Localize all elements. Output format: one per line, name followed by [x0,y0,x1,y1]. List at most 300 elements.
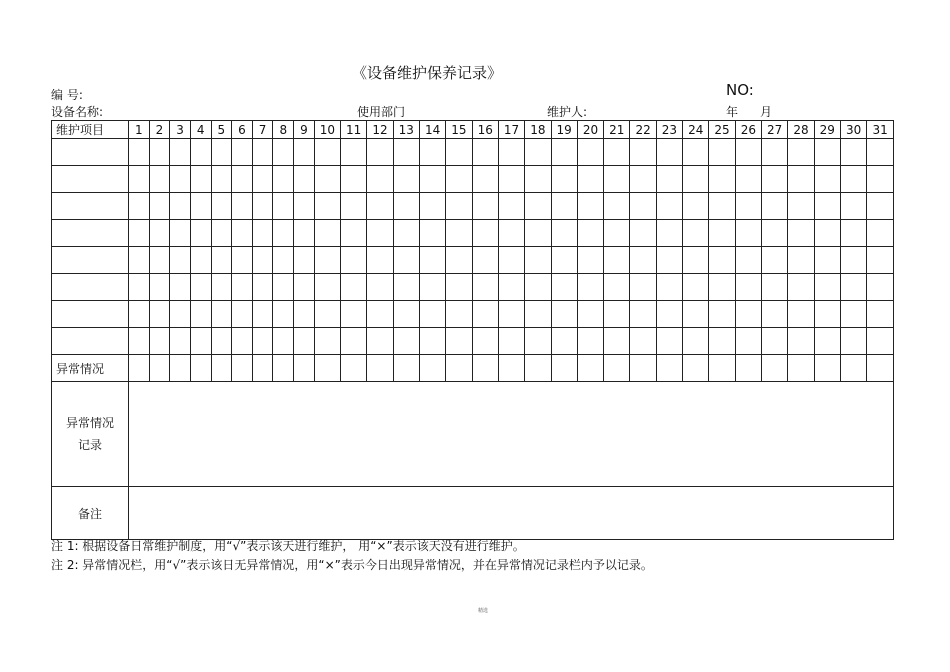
day-check-cell[interactable] [314,328,340,355]
item-row [52,193,894,220]
day-check-cell[interactable] [604,274,630,301]
day-check-cell[interactable] [190,166,211,193]
abnormal-check-cell[interactable] [367,355,393,382]
day-check-cell[interactable] [840,301,866,328]
day-check-cell[interactable] [867,220,894,247]
day-check-cell[interactable] [341,139,367,166]
day-check-cell[interactable] [393,247,419,274]
day-check-cell[interactable] [551,247,577,274]
day-check-cell[interactable] [604,301,630,328]
day-check-cell[interactable] [551,220,577,247]
day-check-cell[interactable] [525,274,551,301]
day-check-cell[interactable] [577,193,603,220]
day-check-cell[interactable] [128,139,149,166]
day-check-cell[interactable] [604,166,630,193]
day-check-cell[interactable] [393,220,419,247]
abnormal-check-cell[interactable] [735,355,761,382]
abnormal-check-cell[interactable] [630,355,656,382]
day-check-cell[interactable] [709,247,735,274]
day-header: 12 [367,121,393,139]
day-check-cell[interactable] [252,247,273,274]
day-check-cell[interactable] [170,166,191,193]
day-check-cell[interactable] [367,193,393,220]
day-check-cell[interactable] [252,139,273,166]
day-check-cell[interactable] [446,301,472,328]
day-check-cell[interactable] [211,166,232,193]
day-check-cell[interactable] [170,301,191,328]
day-check-cell[interactable] [367,274,393,301]
day-check-cell[interactable] [419,166,445,193]
day-header: 8 [273,121,294,139]
day-check-cell[interactable] [577,139,603,166]
day-check-cell[interactable] [498,166,524,193]
day-check-cell[interactable] [472,328,498,355]
abnormal-check-cell[interactable] [788,355,814,382]
day-check-cell[interactable] [709,274,735,301]
day-check-cell[interactable] [393,328,419,355]
day-check-cell[interactable] [630,220,656,247]
abnormal-check-cell[interactable] [341,355,367,382]
day-check-cell[interactable] [656,274,682,301]
day-check-cell[interactable] [472,193,498,220]
day-check-cell[interactable] [419,193,445,220]
day-check-cell[interactable] [683,220,709,247]
day-check-cell[interactable] [814,301,840,328]
day-check-cell[interactable] [128,301,149,328]
day-check-cell[interactable] [656,193,682,220]
day-check-cell[interactable] [314,193,340,220]
day-check-cell[interactable] [735,328,761,355]
day-check-cell[interactable] [446,193,472,220]
day-check-cell[interactable] [709,139,735,166]
day-check-cell[interactable] [762,139,788,166]
day-check-cell[interactable] [840,247,866,274]
day-check-cell[interactable] [630,139,656,166]
day-check-cell[interactable] [472,139,498,166]
day-check-cell[interactable] [498,220,524,247]
day-check-cell[interactable] [604,193,630,220]
day-check-cell[interactable] [498,247,524,274]
day-check-cell[interactable] [498,193,524,220]
day-check-cell[interactable] [577,220,603,247]
day-check-cell[interactable] [525,139,551,166]
day-check-cell[interactable] [630,193,656,220]
day-check-cell[interactable] [294,193,315,220]
day-check-cell[interactable] [525,301,551,328]
day-check-cell[interactable] [814,328,840,355]
abnormal-check-cell[interactable] [498,355,524,382]
abnormal-check-cell[interactable] [446,355,472,382]
item-name-cell[interactable] [52,301,129,328]
day-check-cell[interactable] [840,139,866,166]
day-header: 29 [814,121,840,139]
day-check-cell[interactable] [577,247,603,274]
day-check-cell[interactable] [128,166,149,193]
day-check-cell[interactable] [551,193,577,220]
day-check-cell[interactable] [683,193,709,220]
day-check-cell[interactable] [762,274,788,301]
day-check-cell[interactable] [788,328,814,355]
day-check-cell[interactable] [232,274,253,301]
day-check-cell[interactable] [190,301,211,328]
day-check-cell[interactable] [314,247,340,274]
day-check-cell[interactable] [762,247,788,274]
day-check-cell[interactable] [294,166,315,193]
day-check-cell[interactable] [170,328,191,355]
abnormal-check-cell[interactable] [840,355,866,382]
day-check-cell[interactable] [149,166,170,193]
item-name-cell[interactable] [52,166,129,193]
day-check-cell[interactable] [393,139,419,166]
day-check-cell[interactable] [232,328,253,355]
day-check-cell[interactable] [367,166,393,193]
day-check-cell[interactable] [211,301,232,328]
day-check-cell[interactable] [840,328,866,355]
day-check-cell[interactable] [393,301,419,328]
day-check-cell[interactable] [273,328,294,355]
day-check-cell[interactable] [190,139,211,166]
day-check-cell[interactable] [630,328,656,355]
day-check-cell[interactable] [149,193,170,220]
day-check-cell[interactable] [525,166,551,193]
day-check-cell[interactable] [525,328,551,355]
day-check-cell[interactable] [294,274,315,301]
day-check-cell[interactable] [735,166,761,193]
day-check-cell[interactable] [656,247,682,274]
day-header: 5 [211,121,232,139]
day-check-cell[interactable] [211,274,232,301]
day-check-cell[interactable] [128,328,149,355]
day-check-cell[interactable] [446,328,472,355]
day-check-cell[interactable] [190,220,211,247]
day-check-cell[interactable] [419,139,445,166]
abnormal-check-cell[interactable] [762,355,788,382]
abnormal-check-cell[interactable] [525,355,551,382]
day-check-cell[interactable] [656,220,682,247]
day-check-cell[interactable] [341,247,367,274]
day-check-cell[interactable] [788,247,814,274]
day-check-cell[interactable] [446,247,472,274]
abnormal-record-label-line1: 异常情况 [65,416,114,430]
day-check-cell[interactable] [788,301,814,328]
day-check-cell[interactable] [294,328,315,355]
day-check-cell[interactable] [814,247,840,274]
day-check-cell[interactable] [788,193,814,220]
day-check-cell[interactable] [190,328,211,355]
day-check-cell[interactable] [735,139,761,166]
day-check-cell[interactable] [149,220,170,247]
abnormal-check-cell[interactable] [252,355,273,382]
day-check-cell[interactable] [128,274,149,301]
day-check-cell[interactable] [273,247,294,274]
day-check-cell[interactable] [232,139,253,166]
abnormal-check-cell[interactable] [604,355,630,382]
day-check-cell[interactable] [367,139,393,166]
day-check-cell[interactable] [314,139,340,166]
day-check-cell[interactable] [656,139,682,166]
day-check-cell[interactable] [788,274,814,301]
abnormal-check-cell[interactable] [867,355,894,382]
day-check-cell[interactable] [128,220,149,247]
day-check-cell[interactable] [446,139,472,166]
day-check-cell[interactable] [762,193,788,220]
day-check-cell[interactable] [341,166,367,193]
day-check-cell[interactable] [683,166,709,193]
day-check-cell[interactable] [814,139,840,166]
day-check-cell[interactable] [273,220,294,247]
day-check-cell[interactable] [149,274,170,301]
day-check-cell[interactable] [232,301,253,328]
item-name-cell[interactable] [52,328,129,355]
item-name-cell[interactable] [52,247,129,274]
abnormal-check-cell[interactable] [314,355,340,382]
day-check-cell[interactable] [170,274,191,301]
day-check-cell[interactable] [232,166,253,193]
day-check-cell[interactable] [867,166,894,193]
day-check-cell[interactable] [367,328,393,355]
day-check-cell[interactable] [735,274,761,301]
day-check-cell[interactable] [814,274,840,301]
abnormal-check-cell[interactable] [211,355,232,382]
day-check-cell[interactable] [814,193,840,220]
day-check-cell[interactable] [446,220,472,247]
day-check-cell[interactable] [683,328,709,355]
day-check-cell[interactable] [867,193,894,220]
day-check-cell[interactable] [367,301,393,328]
day-header: 3 [170,121,191,139]
day-check-cell[interactable] [211,193,232,220]
day-check-cell[interactable] [630,166,656,193]
day-check-cell[interactable] [190,247,211,274]
day-check-cell[interactable] [190,193,211,220]
item-name-cell[interactable] [52,193,129,220]
day-check-cell[interactable] [762,166,788,193]
day-check-cell[interactable] [232,247,253,274]
day-check-cell[interactable] [472,274,498,301]
day-check-cell[interactable] [149,247,170,274]
day-check-cell[interactable] [472,166,498,193]
day-check-cell[interactable] [551,328,577,355]
abnormal-check-cell[interactable] [577,355,603,382]
day-check-cell[interactable] [252,301,273,328]
day-check-cell[interactable] [577,166,603,193]
day-check-cell[interactable] [273,274,294,301]
day-check-cell[interactable] [683,247,709,274]
day-check-cell[interactable] [190,274,211,301]
abnormal-check-cell[interactable] [419,355,445,382]
day-check-cell[interactable] [498,301,524,328]
day-check-cell[interactable] [341,193,367,220]
day-check-cell[interactable] [762,328,788,355]
remark-field[interactable] [128,487,893,540]
day-check-cell[interactable] [604,247,630,274]
day-check-cell[interactable] [252,328,273,355]
day-check-cell[interactable] [294,139,315,166]
day-check-cell[interactable] [367,220,393,247]
day-check-cell[interactable] [577,274,603,301]
day-header: 24 [683,121,709,139]
day-check-cell[interactable] [840,193,866,220]
abnormal-check-cell[interactable] [551,355,577,382]
item-name-cell[interactable] [52,139,129,166]
day-check-cell[interactable] [551,301,577,328]
abnormal-check-cell[interactable] [190,355,211,382]
day-check-cell[interactable] [419,220,445,247]
day-check-cell[interactable] [211,139,232,166]
day-check-cell[interactable] [735,193,761,220]
day-check-cell[interactable] [683,301,709,328]
day-check-cell[interactable] [393,274,419,301]
day-check-cell[interactable] [446,274,472,301]
day-check-cell[interactable] [232,220,253,247]
day-check-cell[interactable] [446,166,472,193]
day-check-cell[interactable] [867,247,894,274]
day-check-cell[interactable] [551,274,577,301]
day-check-cell[interactable] [656,328,682,355]
day-check-cell[interactable] [709,301,735,328]
day-check-cell[interactable] [709,328,735,355]
day-check-cell[interactable] [867,328,894,355]
abnormal-check-cell[interactable] [149,355,170,382]
day-check-cell[interactable] [273,301,294,328]
day-check-cell[interactable] [314,220,340,247]
day-check-cell[interactable] [341,328,367,355]
day-check-cell[interactable] [211,328,232,355]
day-check-cell[interactable] [419,274,445,301]
day-check-cell[interactable] [867,301,894,328]
day-check-cell[interactable] [788,166,814,193]
day-check-cell[interactable] [149,328,170,355]
day-check-cell[interactable] [252,193,273,220]
day-check-cell[interactable] [577,301,603,328]
day-check-cell[interactable] [341,220,367,247]
item-name-cell[interactable] [52,274,129,301]
day-check-cell[interactable] [630,301,656,328]
day-check-cell[interactable] [294,220,315,247]
abnormal-check-cell[interactable] [128,355,149,382]
day-check-cell[interactable] [170,139,191,166]
day-check-cell[interactable] [840,274,866,301]
day-check-cell[interactable] [683,274,709,301]
day-check-cell[interactable] [735,301,761,328]
day-header: 2 [149,121,170,139]
day-check-cell[interactable] [840,220,866,247]
note-1: 注 1: 根据设备日常维护制度，用“√”表示该天进行维护， 用“×”表示该天没有进行维护。 [51,539,525,553]
day-check-cell[interactable] [788,139,814,166]
day-check-cell[interactable] [498,139,524,166]
day-check-cell[interactable] [525,247,551,274]
day-check-cell[interactable] [551,166,577,193]
day-check-cell[interactable] [577,328,603,355]
day-check-cell[interactable] [419,301,445,328]
day-check-cell[interactable] [170,220,191,247]
day-check-cell[interactable] [170,193,191,220]
abnormal-check-cell[interactable] [472,355,498,382]
day-check-cell[interactable] [656,166,682,193]
day-check-cell[interactable] [630,274,656,301]
day-check-cell[interactable] [367,247,393,274]
abnormal-check-cell[interactable] [709,355,735,382]
day-check-cell[interactable] [762,220,788,247]
day-check-cell[interactable] [525,220,551,247]
day-check-cell[interactable] [604,139,630,166]
day-check-cell[interactable] [867,274,894,301]
day-check-cell[interactable] [419,328,445,355]
day-check-cell[interactable] [472,247,498,274]
day-check-cell[interactable] [273,193,294,220]
abnormal-check-cell[interactable] [294,355,315,382]
day-check-cell[interactable] [211,247,232,274]
day-check-cell[interactable] [735,247,761,274]
abnormal-check-cell[interactable] [273,355,294,382]
abnormal-check-cell[interactable] [656,355,682,382]
day-check-cell[interactable] [341,301,367,328]
day-check-cell[interactable] [393,166,419,193]
day-check-cell[interactable] [273,139,294,166]
day-check-cell[interactable] [419,247,445,274]
day-check-cell[interactable] [788,220,814,247]
day-check-cell[interactable] [867,139,894,166]
day-check-cell[interactable] [232,193,253,220]
day-check-cell[interactable] [252,220,273,247]
day-check-cell[interactable] [525,193,551,220]
day-check-cell[interactable] [709,193,735,220]
day-check-cell[interactable] [840,166,866,193]
day-check-cell[interactable] [314,301,340,328]
day-check-cell[interactable] [604,220,630,247]
day-check-cell[interactable] [709,220,735,247]
day-check-cell[interactable] [211,220,232,247]
day-check-cell[interactable] [656,301,682,328]
day-check-cell[interactable] [294,301,315,328]
day-check-cell[interactable] [630,247,656,274]
day-check-cell[interactable] [341,274,367,301]
day-header: 4 [190,121,211,139]
abnormal-check-cell[interactable] [170,355,191,382]
abnormal-check-cell[interactable] [683,355,709,382]
day-check-cell[interactable] [683,139,709,166]
day-check-cell[interactable] [472,220,498,247]
abnormal-check-cell[interactable] [814,355,840,382]
day-check-cell[interactable] [128,247,149,274]
day-check-cell[interactable] [393,193,419,220]
day-check-cell[interactable] [149,301,170,328]
day-check-cell[interactable] [551,139,577,166]
day-check-cell[interactable] [314,274,340,301]
day-check-cell[interactable] [735,220,761,247]
day-check-cell[interactable] [128,193,149,220]
day-check-cell[interactable] [149,139,170,166]
day-check-cell[interactable] [604,328,630,355]
day-check-cell[interactable] [314,166,340,193]
day-check-cell[interactable] [498,274,524,301]
abnormal-check-cell[interactable] [232,355,253,382]
day-check-cell[interactable] [252,274,273,301]
day-check-cell[interactable] [170,247,191,274]
day-check-cell[interactable] [814,166,840,193]
day-check-cell[interactable] [294,247,315,274]
abnormal-check-cell[interactable] [393,355,419,382]
abnormal-record-field[interactable] [128,382,893,487]
item-name-cell[interactable] [52,220,129,247]
day-check-cell[interactable] [252,166,273,193]
day-check-cell[interactable] [472,301,498,328]
day-check-cell[interactable] [709,166,735,193]
day-check-cell[interactable] [762,301,788,328]
day-check-cell[interactable] [814,220,840,247]
day-check-cell[interactable] [498,328,524,355]
day-check-cell[interactable] [273,166,294,193]
